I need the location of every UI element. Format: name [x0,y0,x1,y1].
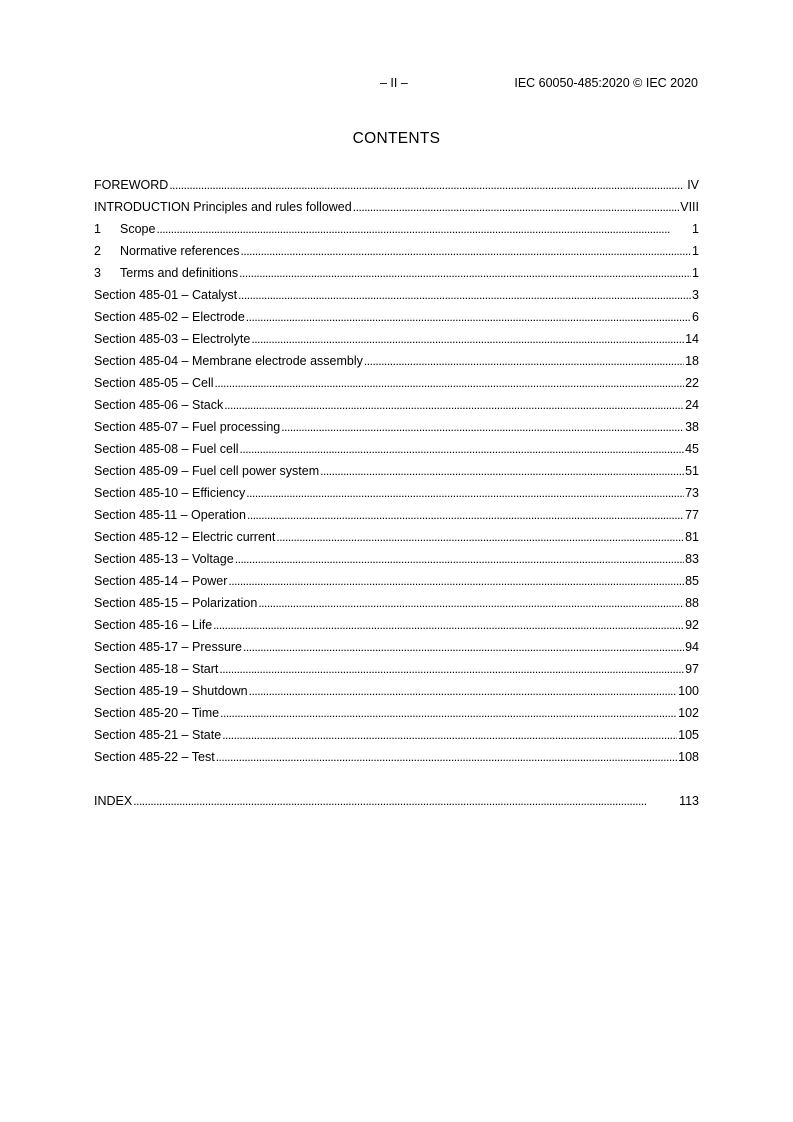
toc-entry-index[interactable] [94,790,699,812]
toc-dot-leader [235,548,684,570]
toc-entry[interactable] [94,262,699,284]
toc-entry-page: 77 [685,508,699,522]
toc-entry-page: 6 [692,310,699,324]
toc-entry[interactable] [94,174,699,196]
toc-entry-label: Section 485-17 – Pressure [94,640,243,654]
toc-entry-label: Section 485-04 – Membrane electrode assembly [94,354,363,368]
toc-entry[interactable] [94,526,699,548]
toc-entry-page: 113 [679,794,699,808]
toc-entry[interactable] [94,592,699,614]
toc-dot-leader [220,702,677,724]
toc-entry[interactable] [94,240,699,262]
toc-entry-number: 2 [94,244,101,258]
toc-entry-label: Section 485-13 – Voltage [94,552,234,566]
toc-entry[interactable] [94,306,699,328]
toc-dot-leader [243,636,684,658]
toc-entry[interactable] [94,218,699,240]
toc-entry[interactable] [94,724,699,746]
toc-entry-label: Section 485-21 – State [94,728,222,742]
page-header-number: – II – [380,76,408,90]
table-of-contents [94,174,699,812]
toc-entry-page: 85 [685,574,699,588]
toc-entry-page: 108 [678,750,699,764]
toc-entry[interactable] [94,460,699,482]
toc-dot-leader [169,174,686,196]
toc-entry-page: 45 [685,442,699,456]
toc-spacer [94,768,699,790]
toc-entry-page: 1 [692,266,699,280]
toc-dot-leader [215,372,685,394]
toc-dot-leader [156,218,691,240]
toc-entry-page: 88 [685,596,699,610]
toc-entry-label: Section 485-18 – Start [94,662,219,676]
toc-entry-page: 83 [685,552,699,566]
page-header-document-ref: IEC 60050-485:2020 © IEC 2020 [514,76,698,90]
toc-entry[interactable] [94,702,699,724]
toc-entry-label: Section 485-06 – Stack [94,398,224,412]
toc-dot-leader [133,790,678,812]
toc-entry-page: 102 [678,706,699,720]
toc-entry-page: 18 [685,354,699,368]
toc-dot-leader [241,240,692,262]
toc-dot-leader [238,284,691,306]
toc-entry[interactable] [94,328,699,350]
toc-dot-leader [246,482,684,504]
toc-dot-leader [364,350,684,372]
toc-entry-label: FOREWORD [94,178,169,192]
toc-entry-number: 3 [94,266,101,280]
toc-entry-page: 97 [685,662,699,676]
toc-entry[interactable] [94,416,699,438]
toc-entry-label: Section 485-01 – Catalyst [94,288,238,302]
toc-entry-page: 51 [685,464,699,478]
toc-entry-page: 73 [685,486,699,500]
toc-dot-leader [320,460,684,482]
toc-entry-label: Section 485-05 – Cell [94,376,214,390]
toc-entry-label: Section 485-11 – Operation [94,508,246,522]
toc-entry-label: Section 485-03 – Electrolyte [94,332,251,346]
toc-entry-number: 1 [94,222,101,236]
toc-entry-label: Section 485-14 – Power [94,574,228,588]
toc-entry-label: Section 485-15 – Polarization [94,596,258,610]
toc-entry[interactable] [94,570,699,592]
toc-entry-label: Terms and definitions [120,266,239,280]
toc-entry-label: Section 485-12 – Electric current [94,530,276,544]
toc-entry[interactable] [94,438,699,460]
toc-entry[interactable] [94,284,699,306]
toc-dot-leader [219,658,684,680]
toc-entry-page: 1 [692,222,699,236]
toc-entry-page: IV [687,178,699,192]
toc-entry-label: Scope [120,222,156,236]
toc-entry-page: 100 [678,684,699,698]
toc-entry[interactable] [94,636,699,658]
toc-entry-label: Section 485-22 – Test [94,750,215,764]
toc-dot-leader [239,262,691,284]
toc-entry-page: 81 [685,530,699,544]
toc-dot-leader [281,416,684,438]
toc-entry-page: 38 [685,420,699,434]
toc-entry-page: 94 [685,640,699,654]
toc-entry[interactable] [94,196,699,218]
toc-dot-leader [240,438,685,460]
toc-entry-label: Section 485-09 – Fuel cell power system [94,464,320,478]
toc-entry-label: Section 485-08 – Fuel cell [94,442,239,456]
toc-dot-leader [224,394,684,416]
toc-entry-page: 92 [685,618,699,632]
toc-entry[interactable] [94,394,699,416]
toc-entry-label: Section 485-19 – Shutdown [94,684,248,698]
toc-entry-page: 14 [685,332,699,346]
toc-dot-leader [247,504,684,526]
toc-entry[interactable] [94,680,699,702]
toc-entry[interactable] [94,350,699,372]
toc-entry-page: 105 [678,728,699,742]
toc-entry-page: 24 [685,398,699,412]
toc-entry-page: 1 [692,244,699,258]
toc-entry[interactable] [94,746,699,768]
toc-entry-page: VIII [680,200,699,214]
toc-entry[interactable] [94,614,699,636]
toc-entry-label: Normative references [120,244,240,258]
toc-dot-leader [222,724,677,746]
toc-entry[interactable] [94,504,699,526]
toc-dot-leader [251,328,684,350]
toc-entry[interactable] [94,482,699,504]
toc-entry-page: 22 [685,376,699,390]
toc-dot-leader [353,196,680,218]
toc-dot-leader [276,526,684,548]
toc-dot-leader [216,746,677,768]
toc-entry-page: 3 [692,288,699,302]
toc-dot-leader [258,592,684,614]
page-title: CONTENTS [352,130,441,147]
toc-entry-label: INTRODUCTION Principles and rules followed [94,200,352,214]
toc-dot-leader [213,614,684,636]
toc-entry[interactable] [94,548,699,570]
toc-entry[interactable] [94,658,699,680]
toc-entry-label: Section 485-20 – Time [94,706,220,720]
toc-dot-leader [228,570,684,592]
toc-entry-label: INDEX [94,794,133,808]
toc-entry-label: Section 485-10 – Efficiency [94,486,246,500]
toc-entry-label: Section 485-07 – Fuel processing [94,420,281,434]
toc-entry-label: Section 485-02 – Electrode [94,310,245,324]
toc-dot-leader [246,306,691,328]
toc-dot-leader [249,680,678,702]
toc-entry[interactable] [94,372,699,394]
toc-entry-label: Section 485-16 – Life [94,618,213,632]
